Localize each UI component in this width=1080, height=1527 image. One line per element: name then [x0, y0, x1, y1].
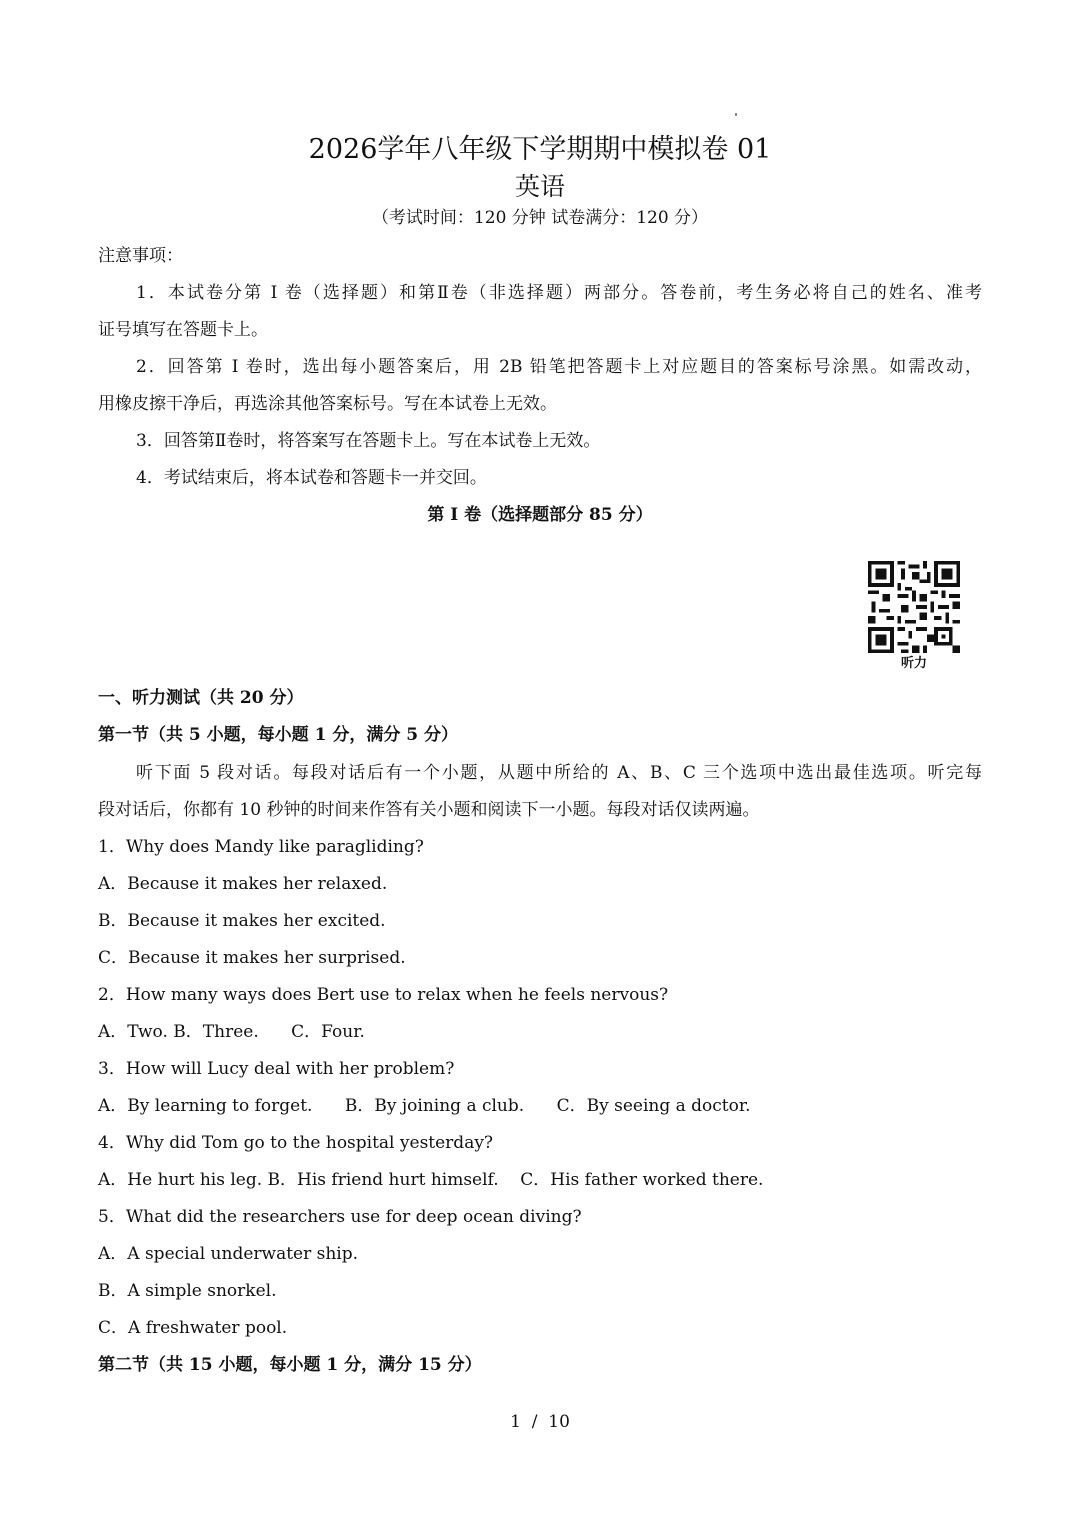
question-1-option-c: C．Because it makes her surprised.: [98, 948, 406, 968]
notice-heading: 注意事项：: [98, 246, 183, 266]
notice-item-2-line-1: 2．回答第 I 卷时，选出每小题答案后，用 2B 铅笔把答题卡上对应题目的答案标号涂黑。如需改动，: [136, 357, 982, 377]
scan-speck: [735, 113, 737, 116]
page-number: 1 / 10: [510, 1412, 570, 1432]
listening-instructions-line-2: 段对话后，你都有 10 秒钟的时间来作答有关小题和阅读下一小题。每段对话仅读两遍。: [98, 800, 760, 820]
notice-item-3: 3．回答第Ⅱ卷时，将答案写在答题卡上。写在本试卷上无效。: [136, 431, 601, 451]
notice-item-1-line-2: 证号填写在答题卡上。: [98, 320, 268, 340]
notice-item-4: 4．考试结束后，将本试卷和答题卡一并交回。: [136, 468, 487, 488]
question-5-option-b: B．A simple snorkel.: [98, 1281, 277, 1301]
exam-info: （考试时间：120 分钟 试卷满分：120 分）: [371, 208, 709, 228]
question-2-options: A．Two. B．Three. C．Four.: [98, 1022, 365, 1042]
question-4: 4．Why did Tom go to the hospital yesterday?: [98, 1133, 494, 1153]
listening-subsection-1-heading: 第一节（共 5 小题，每小题 1 分，满分 5 分）: [98, 725, 458, 745]
subject-title: 英语: [514, 172, 565, 201]
exam-title: 2026学年八年级下学期期中模拟卷 01: [308, 134, 772, 165]
listening-qr-block: [868, 561, 962, 673]
listening-subsection-2-heading: 第二节（共 15 小题，每小题 1 分，满分 15 分）: [98, 1355, 482, 1375]
notice-item-1-line-1: 1．本试卷分第 I 卷（选择题）和第Ⅱ卷（非选择题）两部分。答卷前，考生务必将自己的姓名、准考: [136, 283, 982, 303]
question-3: 3．How will Lucy deal with her problem?: [98, 1059, 455, 1079]
question-1-option-a: A．Because it makes her relaxed.: [98, 874, 388, 894]
question-5: 5．What did the researchers use for deep ocean diving?: [98, 1207, 582, 1227]
question-5-option-a: A．A special underwater ship.: [98, 1244, 359, 1264]
listening-section-heading: 一、听力测试（共 20 分）: [98, 688, 304, 708]
listening-instructions-line-1: 听下面 5 段对话。每段对话后有一个小题，从题中所给的 A、B、C 三个选项中选出最佳选项。听完每: [136, 763, 982, 783]
part-1-heading: 第 I 卷（选择题部分 85 分）: [427, 505, 653, 525]
question-1-option-b: B．Because it makes her excited.: [98, 911, 386, 931]
qr-code-icon: [868, 561, 960, 653]
question-1: 1．Why does Mandy like paragliding?: [98, 837, 424, 857]
notice-item-2-line-2: 用橡皮擦干净后，再选涂其他答案标号。写在本试卷上无效。: [98, 394, 557, 414]
question-4-options: A．He hurt his leg. B．His friend hurt himself. C．His father worked there.: [98, 1170, 764, 1190]
qr-label: 听力: [900, 656, 927, 671]
question-5-option-c: C．A freshwater pool.: [98, 1318, 288, 1338]
question-3-options: A．By learning to forget. B．By joining a club. C．By seeing a doctor.: [98, 1096, 751, 1116]
question-2: 2．How many ways does Bert use to relax when he feels nervous?: [98, 985, 669, 1005]
